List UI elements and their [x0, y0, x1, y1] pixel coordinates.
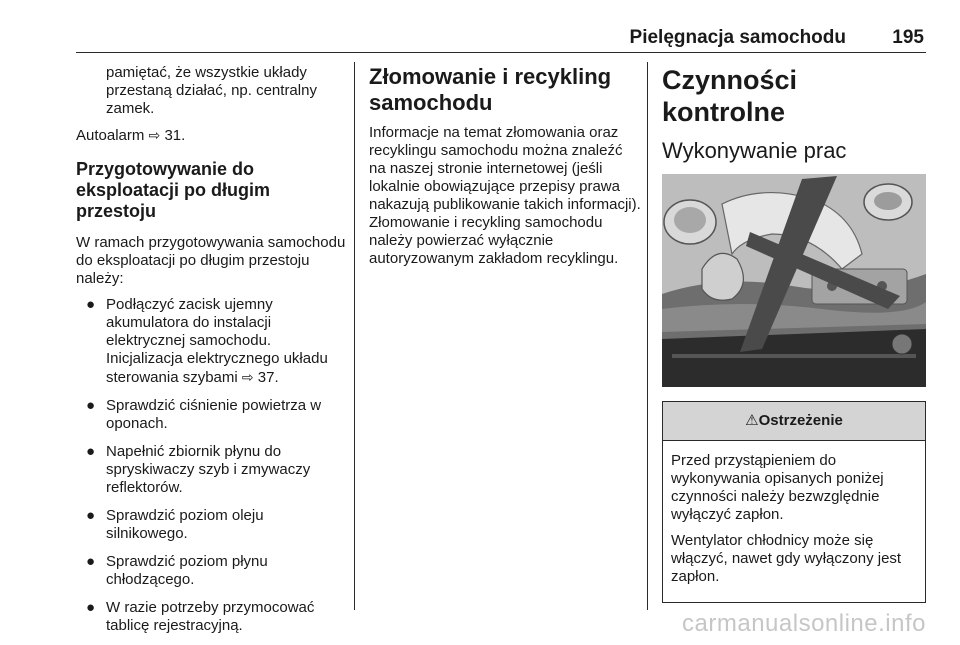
column-left	[76, 64, 346, 645]
column-divider-2	[647, 62, 648, 610]
page-ref-link[interactable]: 31.	[164, 127, 186, 144]
engine-bay-illustration	[662, 174, 926, 387]
column-right	[662, 64, 926, 603]
recycling-body: Informacje na temat złomowania oraz recyklingu samochodu można znaleźć na naszej stronie internetowej (jeśli lokalnie obowiązujące przepisy prawa nakazują publikowanie takich informacji). Złomowanie i recykling samochodu należy powierzać wyłącznie autoryzowanym zakładom recyklingu.	[369, 124, 641, 267]
page-ref-arrow-icon: ⇨	[148, 127, 161, 143]
warning-box	[662, 401, 926, 603]
bullet-icon: ●	[86, 296, 96, 313]
column-divider-1	[354, 62, 355, 610]
watermark: carmanualsonline.info	[682, 610, 926, 637]
list-item: ● Napełnić zbiornik płynu do spryskiwaczy szyb i zmywaczy reflektorów.	[86, 443, 311, 496]
section-heading-work: Wykonywanie prac	[662, 138, 847, 163]
warning-header	[663, 402, 925, 441]
page-ref-link[interactable]: 37.	[257, 369, 279, 386]
list-item: ● Sprawdzić poziom oleju silnikowego.	[86, 507, 264, 542]
list-item: ● Sprawdzić poziom płynu chłodzącego.	[86, 553, 268, 588]
checklist	[76, 296, 346, 635]
page-ref-arrow-icon: ⇨	[241, 369, 254, 385]
storage-intro: W ramach przygotowywania samochodu do eksploatacji po długim przestoju należy:	[76, 234, 346, 287]
warning-paragraph: Wentylator chłodnicy może się włączyć, nawet gdy wyłączony jest zapłon.	[671, 532, 902, 585]
warning-paragraph: Przed przystąpieniem do wykonywania opisanych poniżej czynności należy bezwzględnie wyłączyć zapłon.	[671, 452, 884, 523]
page-number: 195	[892, 27, 924, 48]
column-middle	[369, 64, 641, 268]
section-heading-recycling: Złomowanie i recykling samochodu	[369, 64, 612, 115]
list-item: ● Podłączyć zacisk ujemny akumulatora do instalacji elektrycznej samochodu. Inicjalizacja elektrycznego układu sterowania szybami ⇨ 37.	[86, 296, 328, 386]
header-title: Pielęgnacja samochodu	[629, 27, 846, 48]
bullet-icon: ●	[86, 507, 96, 524]
bullet-icon: ●	[86, 553, 96, 570]
section-heading-storage: Przygotowywanie do eksploatacji po długim przestoju	[76, 159, 271, 221]
alarm-reference: Autoalarm ⇨ 31.	[76, 127, 186, 144]
bullet-icon: ●	[86, 397, 96, 414]
warning-title: Ostrzeżenie	[758, 412, 843, 429]
bullet-icon: ●	[86, 443, 96, 460]
chapter-heading: Czynności kontrolne	[662, 65, 798, 127]
list-item: ● Sprawdzić ciśnienie powietrza w oponach.	[86, 397, 322, 432]
bullet-icon: ●	[86, 599, 96, 616]
list-item: ● W razie potrzeby przymocować tablicę rejestracyjną.	[86, 599, 315, 634]
warning-icon: ⚠	[745, 412, 759, 429]
warning-body	[663, 441, 925, 602]
page-header	[76, 24, 926, 53]
continued-paragraph: pamiętać, że wszystkie układy przestaną działać, np. centralny zamek.	[106, 64, 317, 117]
